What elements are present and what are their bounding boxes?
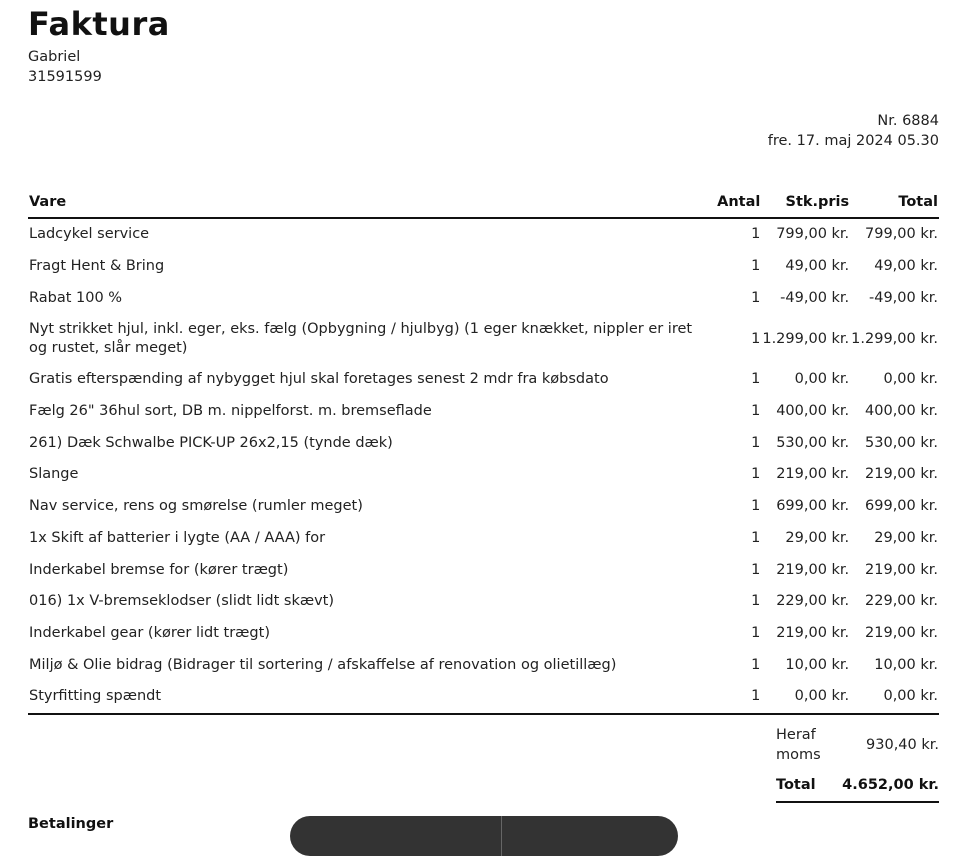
table-row (28, 459, 939, 491)
payments-heading: Betalinger (28, 816, 114, 832)
row-qty: 1 (751, 466, 761, 483)
row-unit-price: 29,00 kr. (785, 529, 850, 546)
row-total: 1.299,00 kr. (851, 330, 938, 347)
grand-total-label: Total (776, 776, 816, 793)
row-unit-price: 699,00 kr. (776, 498, 850, 515)
row-total: 219,00 kr. (865, 561, 938, 578)
row-qty: 1 (751, 434, 761, 451)
grand-total-row (776, 768, 939, 803)
row-total: 699,00 kr. (865, 498, 938, 515)
table-row (28, 491, 939, 523)
table-row (28, 681, 939, 714)
table-row (28, 427, 939, 459)
row-qty: 1 (751, 498, 761, 515)
table-row (28, 364, 939, 396)
row-unit-price: -49,00 kr. (780, 289, 850, 306)
row-qty: 1 (751, 371, 761, 388)
invoice-number: Nr. 6884 (877, 113, 939, 129)
row-description: 016) 1x V-bremseklodser (slidt lidt skævt) (29, 593, 335, 610)
row-description: 261) Dæk Schwalbe PICK-UP 26x2,15 (tynde dæk) (29, 434, 393, 451)
row-unit-price: 799,00 kr. (776, 226, 850, 243)
row-qty: 1 (751, 529, 761, 546)
row-total: 400,00 kr. (865, 403, 938, 420)
row-description: Rabat 100 % (29, 289, 123, 306)
row-description: Gratis efterspænding af nybygget hjul skal foretages senest 2 mdr fra købsdato (29, 371, 609, 388)
row-description: Ladcykel service (29, 226, 150, 243)
row-total: 799,00 kr. (865, 226, 938, 243)
table-row (28, 282, 939, 314)
row-unit-price: 1.299,00 kr. (762, 330, 850, 347)
row-qty: 1 (751, 258, 761, 275)
row-unit-price: 400,00 kr. (776, 403, 850, 420)
items-table (28, 190, 939, 715)
row-description: Inderkabel bremse for (kører trægt) (29, 561, 289, 578)
customer-info (28, 47, 102, 87)
invoice-title: Faktura (28, 5, 170, 43)
row-unit-price: 219,00 kr. (776, 624, 850, 641)
vat-label: Heraf moms (776, 727, 821, 763)
row-description: Nyt strikket hjul, inkl. eger, eks. fælg (Opbygning / hjulbyg) (1 eger knækket, nippler er iret og rustet, slår meget) (29, 321, 693, 357)
vat-value: 930,40 kr. (866, 737, 939, 753)
row-unit-price: 0,00 kr. (794, 371, 850, 388)
table-row (28, 396, 939, 428)
row-total: 219,00 kr. (865, 624, 938, 641)
row-unit-price: 229,00 kr. (776, 593, 850, 610)
row-total: 0,00 kr. (883, 371, 938, 388)
row-qty: 1 (751, 330, 761, 347)
grand-total-value: 4.652,00 kr. (842, 776, 939, 793)
row-unit-price: 219,00 kr. (776, 561, 850, 578)
row-unit-price: 219,00 kr. (776, 466, 850, 483)
row-total: 49,00 kr. (874, 258, 938, 275)
row-qty: 1 (751, 656, 761, 673)
row-qty: 1 (751, 624, 761, 641)
table-row (28, 251, 939, 283)
row-qty: 1 (751, 593, 761, 610)
row-unit-price: 0,00 kr. (761, 681, 850, 714)
row-description: Fragt Hent & Bring (29, 258, 165, 275)
table-row (28, 649, 939, 681)
invoice-date: fre. 17. maj 2024 05.30 (767, 133, 939, 149)
header-unit-price: Stk.pris (761, 190, 850, 218)
row-description: Inderkabel gear (kører lidt trægt) (29, 624, 270, 641)
row-unit-price: 10,00 kr. (785, 656, 850, 673)
row-qty: 1 (751, 561, 761, 578)
invoice-page (28, 0, 939, 832)
row-total: 29,00 kr. (874, 529, 938, 546)
row-description: Styrfitting spændt (28, 681, 716, 714)
row-qty: 1 (751, 289, 761, 306)
totals-block (776, 722, 939, 803)
table-row (28, 218, 939, 251)
table-row (28, 554, 939, 586)
row-total: -49,00 kr. (869, 289, 938, 306)
customer-phone: 31591599 (28, 69, 102, 85)
vat-row (776, 722, 939, 768)
row-description: Slange (29, 466, 79, 483)
row-total: 219,00 kr. (865, 466, 938, 483)
action-bar[interactable] (290, 816, 678, 856)
table-row (28, 523, 939, 555)
row-total: 229,00 kr. (865, 593, 938, 610)
header-item: Vare (28, 190, 716, 218)
row-description: Fælg 26" 36hul sort, DB m. nippelforst. m. bremseflade (29, 403, 432, 420)
row-total: 0,00 kr. (850, 681, 939, 714)
header-total: Total (850, 190, 939, 218)
table-row (28, 314, 939, 364)
invoice-meta (768, 111, 939, 151)
row-qty: 1 (751, 403, 761, 420)
customer-name: Gabriel (28, 49, 81, 65)
row-unit-price: 530,00 kr. (776, 434, 850, 451)
row-qty: 1 (716, 681, 761, 714)
header-qty: Antal (716, 190, 761, 218)
row-description: Nav service, rens og smørelse (rumler meget) (29, 498, 363, 515)
row-total: 10,00 kr. (874, 656, 938, 673)
row-description: Miljø & Olie bidrag (Bidrager til sortering / afskaffelse af renovation og olietillæg) (29, 656, 617, 673)
action-bar-divider (501, 816, 502, 856)
row-description: 1x Skift af batterier i lygte (AA / AAA) for (29, 529, 326, 546)
table-header-row (28, 190, 939, 218)
row-unit-price: 49,00 kr. (785, 258, 850, 275)
table-row (28, 618, 939, 650)
table-row (28, 586, 939, 618)
row-total: 530,00 kr. (865, 434, 938, 451)
row-qty: 1 (751, 226, 761, 243)
